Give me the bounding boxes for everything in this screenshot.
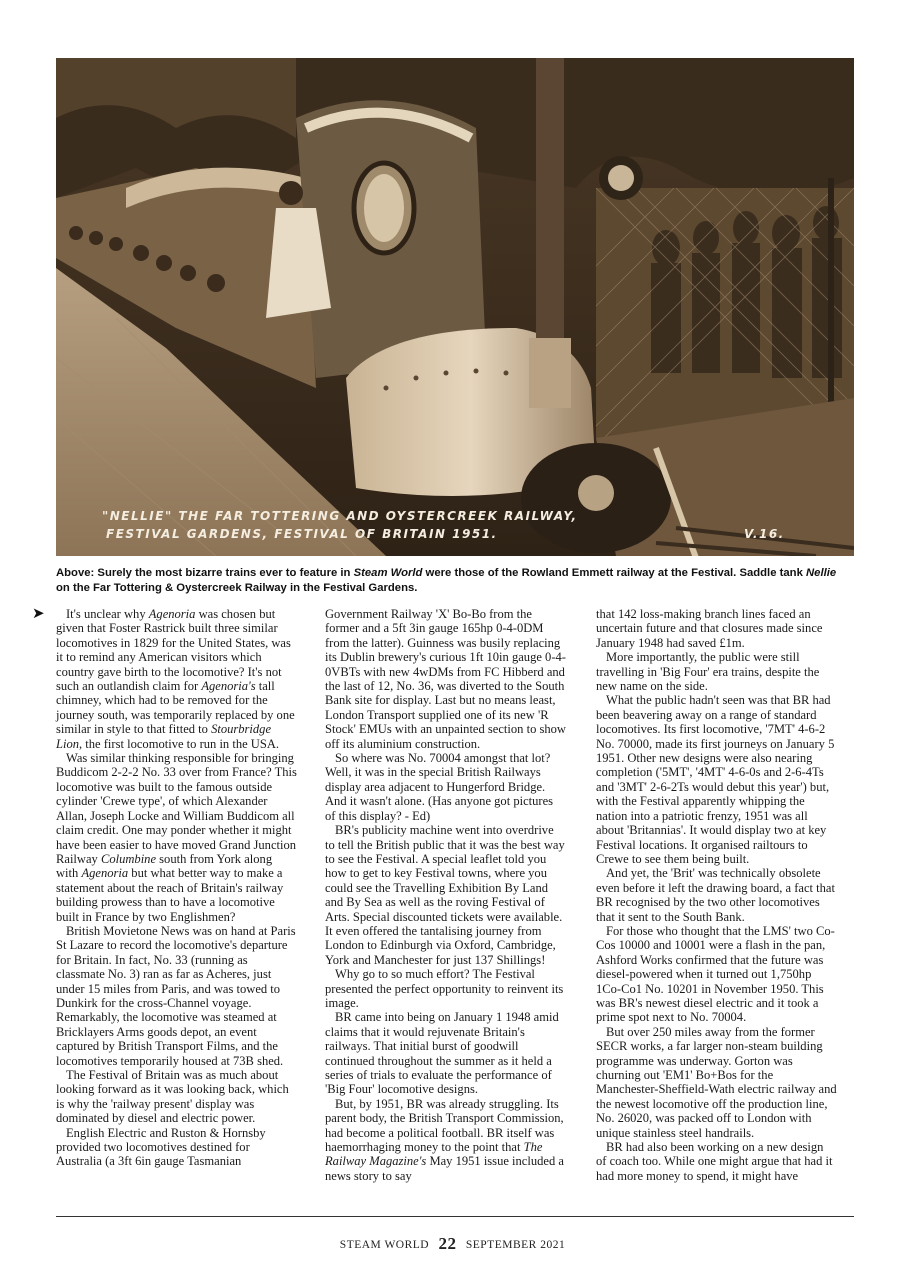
paragraph: British Movietone News was on hand at Paris St Lazare to record the locomotive's departure for Britain. In fact, No. 33 (running as classmate No. 3) ran as far as Acheres, just under 15 miles from Paris, and was towed to Dunkirk for the cross-Channel voyage. Remarkably, the locomotive was steamed at Bricklayers Arms goods depot, an event captured by British Transport Films, and the locomotives temporarily housed at 73B shed. [56,923,296,1068]
article-column-2 [325,607,566,1183]
paragraph: BR's publicity machine went into overdrive to tell the British public that it was the best way to see the Festival. A special leaflet told you how to get to key Festival towns, where you could see the Travelling Exhibition By Land and By Sea as well as the roving Festival of Arts. Special discounted tickets were available. It even offered the tantalising journey from London to Edinburgh via Oxford, Cambridge, York and Manchester for just 137 Shillings! [325,823,565,967]
footer-rule [56,1216,854,1217]
paragraph: Government Railway 'X' Bo-Bo from the former and a 5ft 3in gauge 165hp 0-4-0DM from the latter). Guinness was busily replacing its Dublin brewery's curious 1ft 10in gauge 0-4-0VBTs with new 4wDMs from FC Hibberd and the last of 12, No. 36, was diverted to the South Bank site for display. Last but no means least, London Transport supplied one of its new 'R Stock' EMUs with an unpainted section to show off its aluminium construction. [325,607,566,751]
paragraph: Why go to so much effort? The Festival presented the perfect opportunity to reinvent its image. [325,967,564,1010]
paragraph: that 142 loss-making branch lines faced an uncertain future and that closures made since January 1948 had saved £1m. [596,607,823,650]
paragraph: So where was No. 70004 amongst that lot? Well, it was in the special British Railways display area adjacent to Hungerford Bridge. And it wasn't alone. (Has anyone got pictures of this display? - Ed) [325,751,554,823]
paragraph: BR came into being on January 1 1948 amid claims that it would rejuvenate Britain's railways. That initial burst of goodwill continued throughout the summer as it held a series of trials to evaluate the performance of 'Big Four' locomotive designs. [325,1010,559,1097]
inscription-line-2: FESTIVAL GARDENS, FESTIVAL OF BRITAIN 1951. [106,527,498,541]
paragraph: The Festival of Britain was as much about looking forward as it was looking back, which is why the 'railway present' display was dominated by diesel and electric power. [56,1068,289,1126]
paragraph: Was similar thinking responsible for bringing Buddicom 2-2-2 No. 33 over from France? This locomotive was built to the famous outside cylinder 'Crewe type', of which Alexander Allan, Joseph Locke and William Buddicom all claim credit. One may ponder whether it might have been easier to have moved Grand Junction Railway Columbine south from York along with Agenoria but what better way to make a statement about the reach of Britain's railway building prowess than to have a locomotive built in France by two Englishmen? [56,751,297,924]
paragraph: It's unclear why Agenoria was chosen but given that Foster Rastrick built three similar locomotives in 1829 for the United States, was it to remind any American visitors which country gave birth to the locomotive? It's not such an outlandish claim for Agenoria's tall chimney, which had to be removed for the journey south, was temporarily replaced by one similar in style to that fitted to Stourbridge Lion, the first locomotive to run in the USA. [56,607,295,751]
festival-railway-photo [56,58,854,556]
continue-arrow-icon: ➤ [32,606,45,622]
paragraph: But over 250 miles away from the former SECR works, a far larger non-steam building programme was underway. Gorton was churning out 'EM1' Bo+Bos for the Manchester-Sheffield-Wath electric railway and the newest locomotive off the production line, No. 26020, was packed off to London with unique stainless steel handrails. [596,1024,837,1140]
article-column-1 [56,607,297,1169]
paragraph: But, by 1951, BR was already struggling. Its parent body, the British Transport Commission, had become a political football. BR itself was haemorrhaging money to the point that The Railway Magazine's May 1951 issue included a news story to say [325,1096,564,1183]
issue-date: SEPTEMBER 2021 [465,1239,566,1251]
page-number: 22 [438,1234,457,1253]
article-column-3 [596,607,837,1183]
paragraph: What the public hadn't seen was that BR had been beavering away on a range of standard locomotives. Its first locomotive, '7MT' 4-6-2 No. 70000, made its first journeys on January 5 1951. Other new designs were also nearing completion ('5MT', '4MT' 4-6-0s and 2-6-4Ts and '3MT' 2-6-2Ts would debut this year') but, with the Festival apparently whipping the nation into a patriotic frenzy, 1951 was all about 'Britannias'. It would display two at key Festival locations. It organised railtours to Crewe to see them being built. [596,693,835,866]
page-footer [0,1234,905,1254]
paragraph: And yet, the 'Brit' was technically obsolete even before it left the drawing board, a fact that BR recognised by the two other locomotives that it sent to the South Bank. [596,866,835,924]
paragraph: BR had also been working on a new design of coach too. While one might argue that had it had more money to spend, it might have [596,1140,833,1183]
inscription-code: V.16. [744,527,785,541]
paragraph: More importantly, the public were still travelling in 'Big Four' era trains, despite the new name on the side. [596,650,820,694]
paragraph: English Electric and Ruston & Hornsby provided two locomotives destined for Australia (a 3ft 6in gauge Tasmanian [56,1125,266,1169]
inscription-line-1: "NELLIE" THE FAR TOTTERING AND OYSTERCREEK RAILWAY, [102,509,578,523]
paragraph: For those who thought that the LMS' two Co-Cos 10000 and 10001 were a flash in the pan, Ashford Works confirmed that the future was diesel-powered when it turned out 1,750hp 1Co-Co1 No. 10201 in November 1950. This was BR's newest diesel electric and it took a prime spot next to No. 70004. [596,923,835,1025]
magazine-name: STEAM WORLD [339,1239,430,1251]
photo-caption: Above: Surely the most bizarre trains ever to feature in Steam World were those of the Rowland Emmett railway at the Festival. Saddle tank Nellie on the Far Tottering & Oystercreek Railway in the Festival Gardens. [56,567,837,594]
